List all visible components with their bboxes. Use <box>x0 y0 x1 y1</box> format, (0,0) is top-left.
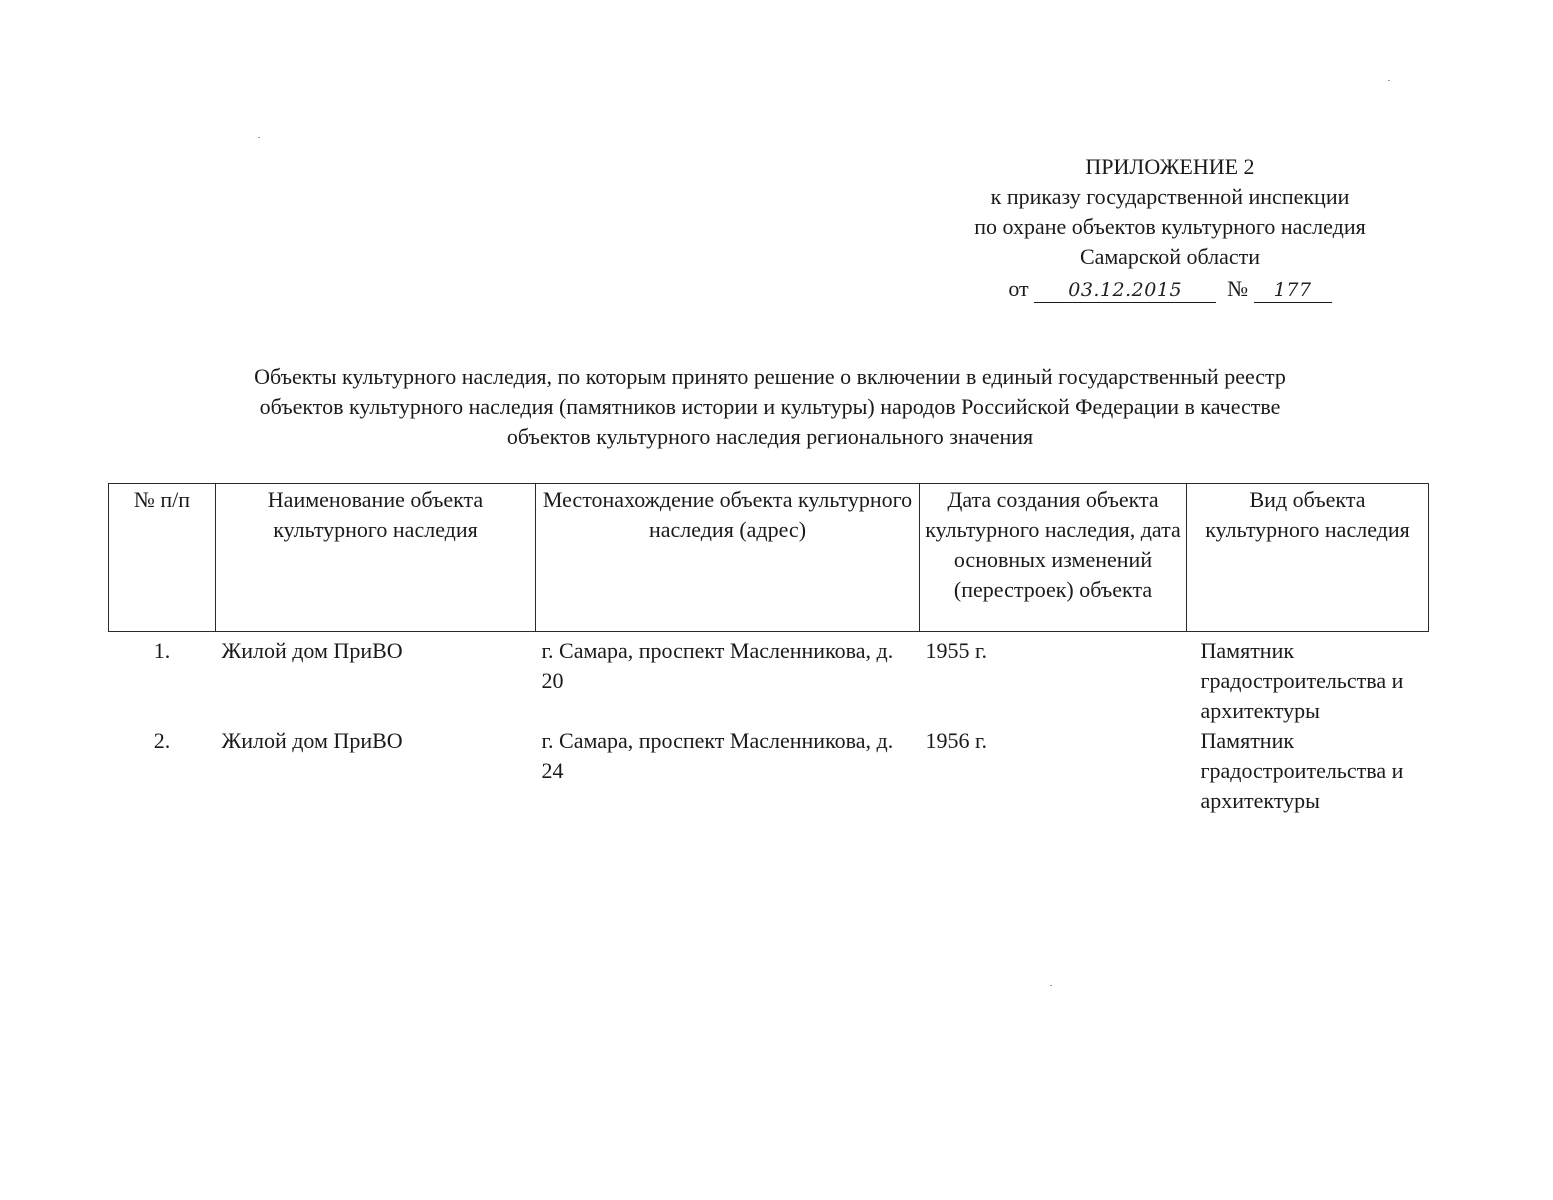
row-address: г. Самара, проспект Масленникова, д. 20 <box>541 638 894 693</box>
table-header-row <box>109 484 1429 632</box>
order-number-handwritten: 177 <box>1254 278 1332 303</box>
row-date: 1955 г. <box>925 638 988 663</box>
number-prefix: № <box>1227 276 1249 301</box>
order-date-number-line <box>900 274 1440 304</box>
row-address: г. Самара, проспект Масленникова, д. 24 <box>541 728 894 783</box>
heading-line-3: объектов культурного наследия регионального значения <box>506 424 1034 449</box>
row-number: 2. <box>153 728 171 753</box>
row-name: Жилой дом ПриВО <box>221 638 403 663</box>
heading-line-1: Объекты культурного наследия, по которым принято решение о включении в единый государственный реестр <box>254 364 1286 389</box>
row-name: Жилой дом ПриВО <box>221 728 403 753</box>
column-header-date: Дата создания объекта культурного наследия, дата основных изменений (перестроек) объекта <box>920 484 1187 632</box>
column-header-kind: Вид объекта культурного наследия <box>1187 484 1429 632</box>
row-date: 1956 г. <box>925 728 988 753</box>
scan-speck <box>258 137 260 138</box>
scan-speck <box>1388 80 1390 81</box>
heritage-objects-table <box>108 483 1429 816</box>
document-heading <box>120 362 1420 452</box>
column-header-number: № п/п <box>109 484 216 632</box>
date-prefix: от <box>1008 276 1029 301</box>
table-row <box>109 726 1429 816</box>
appendix-header <box>900 152 1440 302</box>
table-row <box>109 632 1429 727</box>
row-kind: Памятник градостроительства и архитектуры <box>1200 728 1404 813</box>
order-date-handwritten: 03.12.2015 <box>1034 278 1216 303</box>
row-number: 1. <box>153 638 171 663</box>
appendix-line-inspection: по охране объектов культурного наследия <box>974 214 1366 239</box>
scan-speck <box>1050 985 1052 986</box>
appendix-line-region: Самарской области <box>1079 244 1261 269</box>
heading-line-2: объектов культурного наследия (памятников истории и культуры) народов Российской Федерации в качестве <box>259 394 1281 419</box>
appendix-line-order: к приказу государственной инспекции <box>990 184 1350 209</box>
column-header-name: Наименование объекта культурного наследия <box>216 484 536 632</box>
appendix-title: ПРИЛОЖЕНИЕ 2 <box>1085 154 1255 179</box>
row-kind: Памятник градостроительства и архитектуры <box>1200 638 1404 723</box>
column-header-address: Местонахождение объекта культурного наследия (адрес) <box>536 484 920 632</box>
